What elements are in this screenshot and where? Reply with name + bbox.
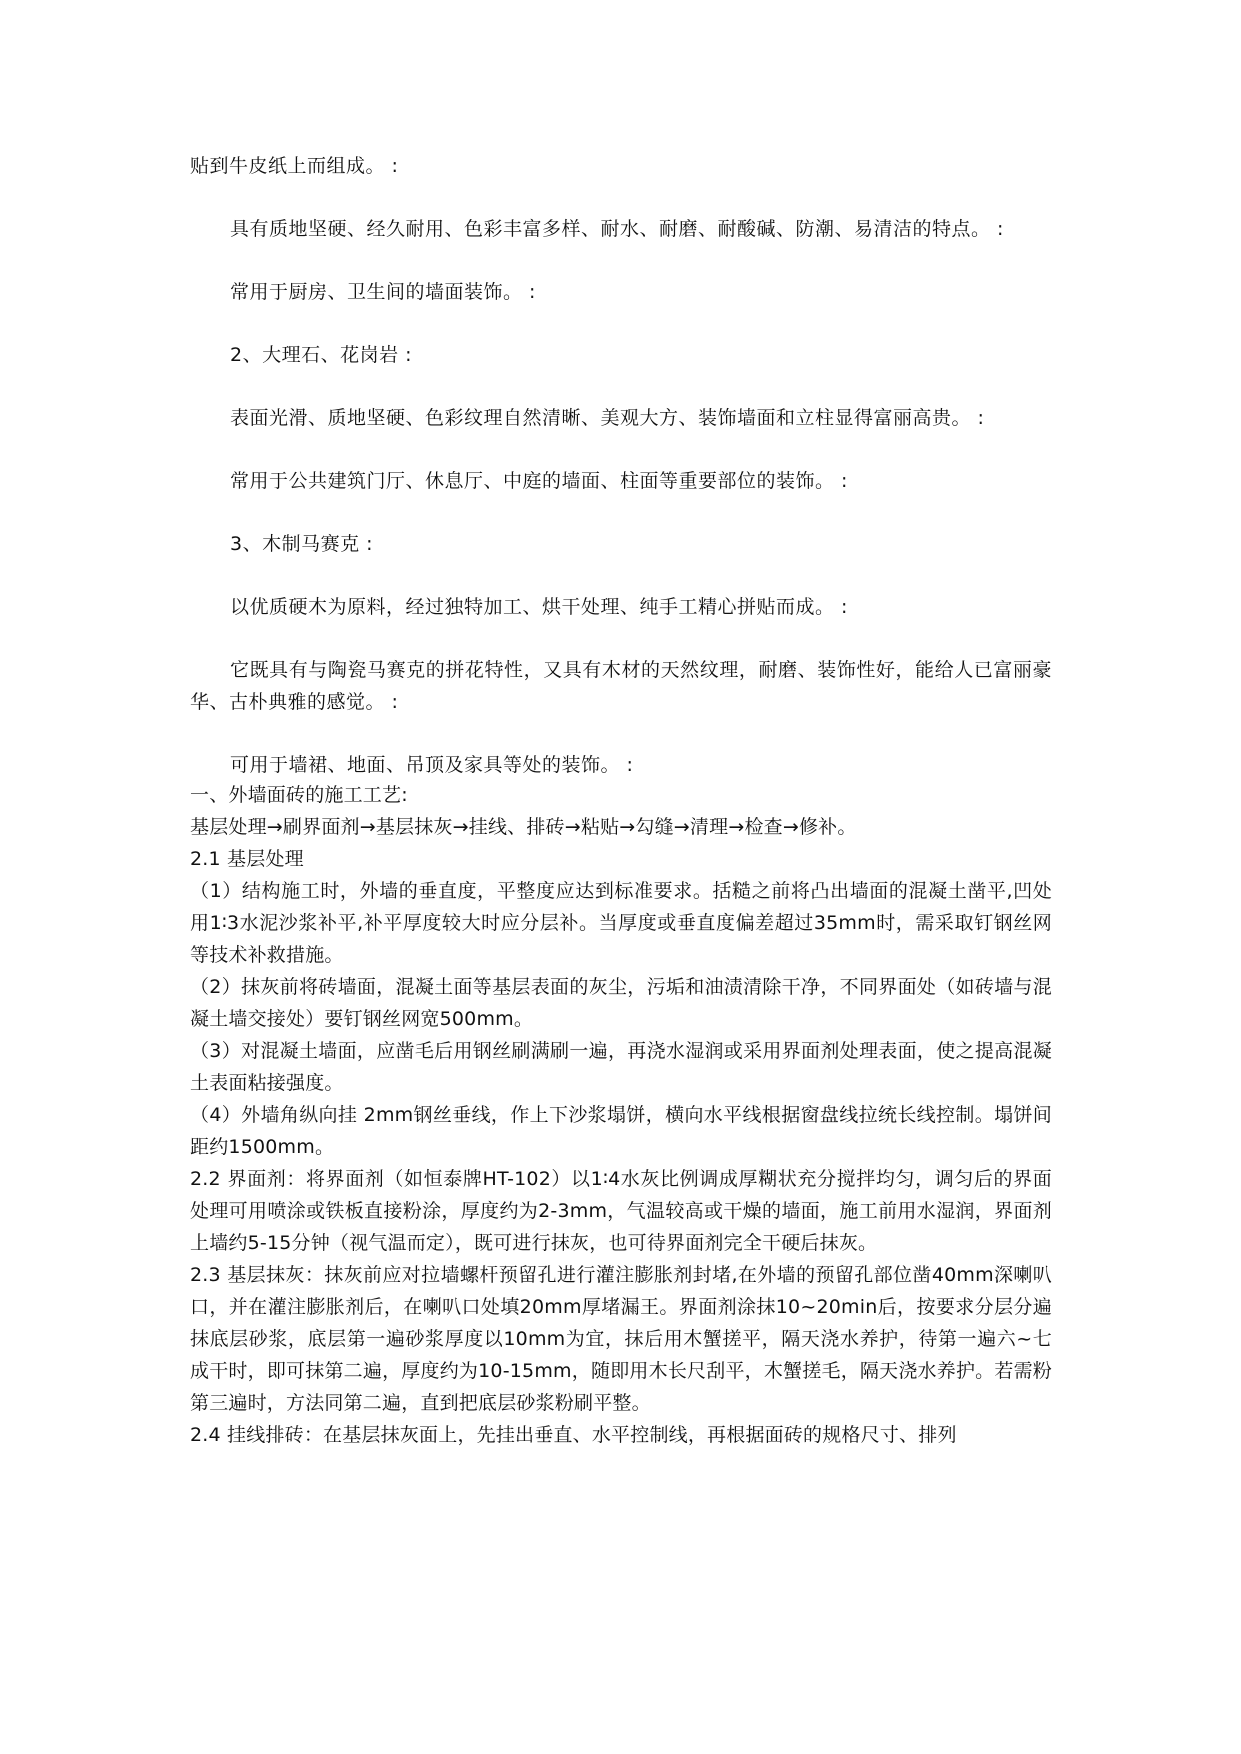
subheading: 2、大理石、花岗岩 : — [230, 344, 413, 366]
material-description-section — [190, 150, 1052, 781]
paragraph: 贴到牛皮纸上而组成。 : — [190, 155, 399, 177]
paragraph: 以优质硬木为原料，经过独特加工、烘干处理、纯手工精心拼贴而成。 : — [230, 596, 848, 618]
paragraph: 表面光滑、质地坚硬、色彩纹理自然清晰、美观大方、装饰墙面和立柱显得富丽高贵。 : — [230, 407, 985, 429]
paragraph: （3）对混凝土墙面，应凿毛后用钢丝刷满刷一遍，再浇水湿润或采用界面剂处理表面，使之提高混凝土表面粘接强度。 — [190, 1040, 1052, 1094]
paragraph: 常用于厨房、卫生间的墙面装饰。 : — [230, 281, 536, 303]
paragraph: 它既具有与陶瓷马赛克的拼花特性，又具有木材的天然纹理，耐磨、装饰性好，能给人已富丽豪华、古朴典雅的感觉。 : — [190, 659, 1052, 713]
subsection-heading: 2.1 基层处理 — [190, 848, 304, 870]
paragraph: 可用于墙裙、地面、吊顶及家具等处的装饰。 : — [230, 754, 634, 776]
paragraph: 2.3 基层抹灰：抹灰前应对拉墙螺杆预留孔进行灌注膨胀剂封堵,在外墙的预留孔部位凿40mm深喇叭口，并在灌注膨胀剂后，在喇叭口处填20mm厚堵漏王。界面剂涂抹10~20min后，按要求分层分遍抹底层砂浆，底层第一遍砂浆厚度以10mm为宜，抹后用木蟹搓平，隔天浇水养护，待第一遍六~七成干时，即可抹第二遍，厚度约为10-15mm，随即用木长尺刮平，木蟹搓毛，隔天浇水养护。若需粉第三遍时，方法同第二遍，直到把底层砂浆粉刷平整。 — [190, 1264, 1052, 1414]
subheading: 3、木制马赛克 : — [230, 533, 374, 555]
paragraph: （4）外墙角纵向挂 2mm钢丝垂线，作上下沙浆塌饼，横向水平线根据窗盘线拉统长线控制。塌饼间距约1500mm。 — [190, 1104, 1052, 1158]
paragraph: 2.2 界面剂：将界面剂（如恒泰牌HT-102）以1∶4水灰比例调成厚糊状充分搅拌均匀，调匀后的界面处理可用喷涂或铁板直接粉涂，厚度约为2-3mm，气温较高或干燥的墙面，施工前用水湿润，界面剂上墙约5-15分钟（视气温而定），既可进行抹灰，也可待界面剂完全干硬后抹灰。 — [190, 1168, 1052, 1254]
process-flow: 基层处理→刷界面剂→基层抹灰→挂线、排砖→粘贴→勾缝→清理→检查→修补。 — [190, 816, 857, 838]
document-page — [190, 150, 1052, 1451]
section-heading: 一、外墙面砖的施工工艺: — [190, 784, 408, 806]
paragraph: 具有质地坚硬、经久耐用、色彩丰富多样、耐水、耐磨、耐酸碱、防潮、易清洁的特点。 : — [230, 218, 1004, 240]
paragraph: 2.4 挂线排砖：在基层抹灰面上，先挂出垂直、水平控制线，再根据面砖的规格尺寸、排列 — [190, 1424, 957, 1446]
paragraph: （1）结构施工时，外墙的垂直度，平整度应达到标准要求。括糙之前将凸出墙面的混凝土凿平,凹处用1∶3水泥沙浆补平,补平厚度较大时应分层补。当厚度或垂直度偏差超过35mm时，需采取钉钢丝网等技术补救措施。 — [190, 880, 1052, 966]
paragraph: 常用于公共建筑门厅、休息厅、中庭的墙面、柱面等重要部位的装饰。 : — [230, 470, 848, 492]
construction-process-section — [190, 779, 1052, 1451]
paragraph: （2）抹灰前将砖墙面，混凝土面等基层表面的灰尘，污垢和油渍清除干净，不同界面处（如砖墙与混凝土墙交接处）要钉钢丝网宽500mm。 — [190, 976, 1052, 1030]
